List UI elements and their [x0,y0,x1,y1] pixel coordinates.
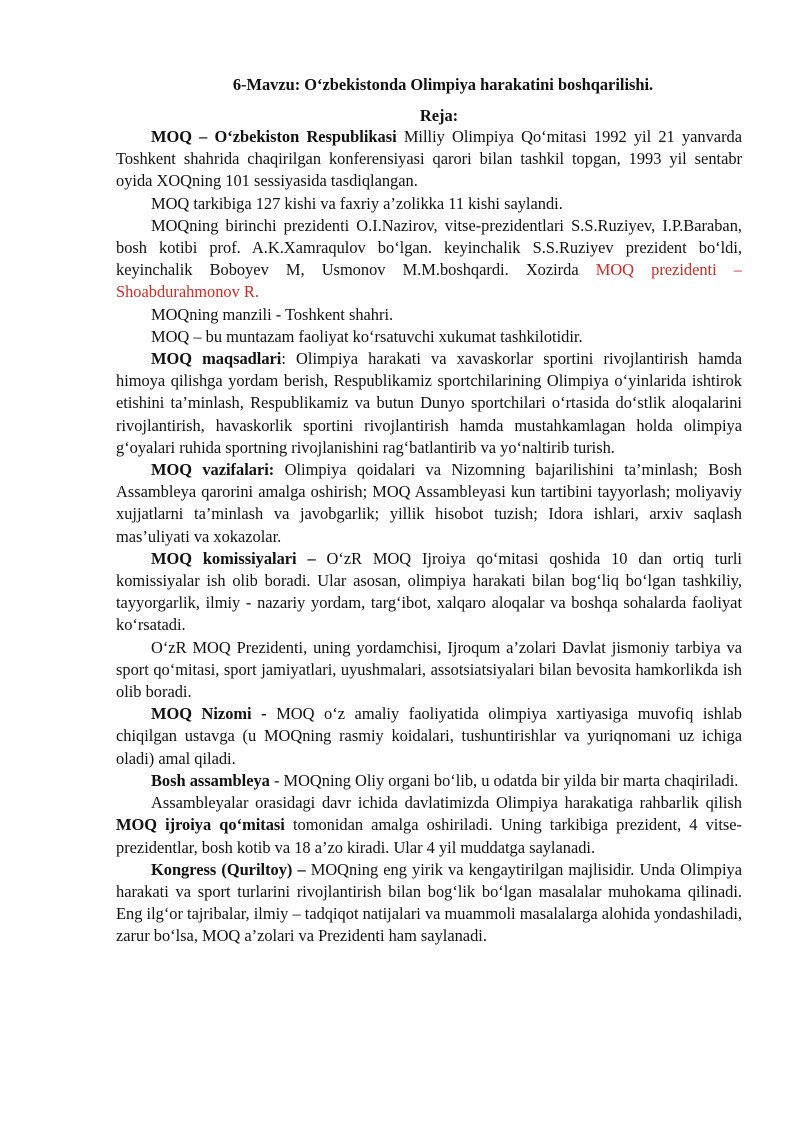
paragraph-text: MOQning manzili - Toshkent shahri. [151,304,394,324]
paragraph-label: MOQ komissiyalari – [151,548,316,568]
paragraph-moq-presidents [116,215,742,304]
paragraph-text: MOQning eng yirik va kengaytirilgan majlisidir. Unda Olimpiya harakati va sport turlarini rivojlantirish bilan bog‘lik bo‘lgan masalalar muhokama qilinadi. Eng ilg‘or tajribalar, ilmiy – tadqiqot natijalari va muammoli masalalarga alohida yondashiladi, zarur bo‘lsa, MOQ a’zolari va Prezidenti ham saylanadi. [116,859,742,946]
paragraph-text: - MOQning Oliy organi bo‘lib, u odatda bir yilda bir marta chaqiriladi. [269,770,739,790]
paragraph-label: MOQ ijroiya qo‘mitasi [116,815,285,835]
paragraph-congress [116,859,742,948]
paragraph-moq-definition [116,326,742,348]
paragraph-text: MOQ – bu muntazam faoliyat ko‘rsatuvchi xukumat tashkilotidir. [151,326,583,346]
paragraph-moq-address [116,304,742,326]
paragraph-text: O‘zR MOQ Prezidenti, uning yordamchisi, Ijroqum a’zolari Davlat jismoniy tarbiya va sport qo‘mitasi, sport jamiyatlari, uyushmalari, assotsiatsiyalari bilan bevosita hamkorlikda ish olib boradi. [116,637,742,702]
paragraph-text: Olimpiya qoidalari va Nizomning bajarilishini ta’minlash; Bosh Assambleya qarorini amalga oshirish; MOQ Assambleyasi kun tartibini tayyorlash; moliyaviy xujjatlarni ta’minlash va javobgarlik; yillik hisobot tuzish; Idora ishlari, arxiv saqlash mas’uliyati va xokazolar. [116,460,743,546]
paragraph-moq-commissions [116,548,742,637]
current-president-highlight: MOQ prezidenti – Shoabdurahmonov R. [116,260,742,302]
paragraph-moq-composition [116,193,742,215]
document-page [116,74,742,948]
paragraph-label: Bosh assambleya [151,770,270,790]
paragraph-text: Assambleyalar orasidagi davr ichida davlatimizda Olimpiya harakatiga rahbarlik qilish [151,793,742,813]
paragraph-label: MOQ vazifalari: [151,460,275,480]
paragraph-moq-intro [116,126,742,193]
paragraph-text: MOQ tarkibiga 127 kishi va faxriy a’zolikka 11 kishi saylandi. [151,193,563,213]
paragraph-moq-cooperation [116,637,742,704]
paragraph-text-after: tomonidan amalga oshiriladi. Uning tarkibiga prezident, 4 vitse-prezidentlar, bosh kotib va 18 a’zo kiradi. Ular 4 yil muddatga saylanadi. [116,815,742,857]
paragraph-text: MOQning birinchi prezidenti O.I.Nazirov, vitse-prezidentlari S.S.Ruziyev, I.P.Baraban, bosh kotibi prof. A.K.Xamraqulov bo‘lgan. keyinchalik S.S.Ruziyev prezident bo‘ldi, keyinchalik Boboyev M, Usmonov M.M.boshqardi. Xozirda [116,215,742,280]
paragraph-label: MOQ – O‘zbekiston Respublikasi [151,127,397,146]
paragraph-moq-tasks [116,459,742,548]
plan-heading: Reja: [419,106,459,125]
document-title: 6-Mavzu: O‘zbekistonda Olimpiya harakatini boshqarilishi. [232,75,654,94]
paragraph-moq-goals [116,348,742,459]
paragraph-label: Kongress (Quriltoy) – [151,859,306,879]
paragraph-moq-charter [116,703,742,770]
paragraph-label: MOQ Nizomi - [151,704,267,724]
paragraph-text: O‘zR MOQ Ijroiya qo‘mitasi qoshida 10 dan ortiq turli komissiyalar ish olib boradi. Ular asosan, olimpiya harakati bilan bog‘liq bo‘lgan tashkiliy, tayyorgarlik, ilmiy - nazariy yordam, targ‘ibot, xalqaro aloqalar va boshqa sohalarda faoliyat ko‘rsatadi. [116,548,742,635]
paragraph-general-assembly [116,770,742,792]
paragraph-text: MOQ o‘z amaliy faoliyatida olimpiya xartiyasiga muvofiq ishlab chiqilgan ustavga (u MOQning rasmiy koidalari, tushuntirishlar va yuriqnomani uz ichiga oladi) amal qiladi. [116,704,742,768]
paragraph-executive-committee [116,792,742,859]
paragraph-text: : Olimpiya harakati va xavaskorlar sportini rivojlantirish hamda himoya qilishga yordam berish, Respublikamiz sportchilarining Olimpiya o‘yinlarida ishtirok etishini ta’minlash, Respublikamiz va butun Dunyo sportchilari o‘rtasida do‘stlik aloqalarini rivojlantirish, havaskorlik sportini rivojlantirish hamda mustahkamlagan holda olimpiya g‘oyalari ruhida sportning rivojlanishini rag‘batlantirib va yo‘naltirib turish. [116,349,742,457]
paragraph-label: MOQ maqsadlari [151,349,282,369]
paragraph-text: Milliy Olimpiya Qo‘mitasi 1992 yil 21 yanvarda Toshkent shahrida chaqirilgan konferensiyasi qarori bilan tashkil topgan, 1993 yil sentabr oyida XOQning 101 sessiyasida tasdiqlangan. [116,127,742,191]
